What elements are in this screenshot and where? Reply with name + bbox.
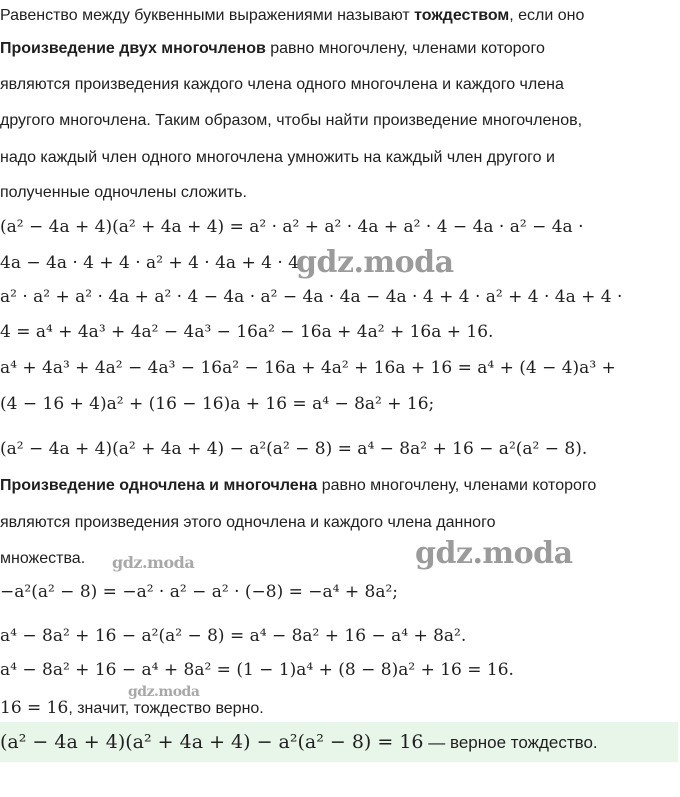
text-segment: , если оно	[509, 7, 585, 24]
math-line: (a² − 4a + 4)(a² + 4a + 4) − a²(a² − 8) = a⁴ − 8a² + 16 − a²(a² − 8).	[0, 439, 588, 459]
math-segment: 16 = 16	[0, 698, 69, 718]
text-line: полученные одночлены сложить.	[0, 184, 247, 201]
text-line: являются произведения этого одночлена и каждого члена данного	[0, 514, 496, 531]
watermark: gdz.moda	[415, 536, 573, 571]
math-line: −a²(a² − 8) = −a² · a² − a² · (−8) = −a⁴ + 8a²;	[0, 582, 399, 602]
math-line: a² · a² + a² · 4a + a² · 4 − 4a · a² − 4a · 4a − 4a · 4 + 4 · a² + 4 · 4a + 4 ·	[0, 287, 623, 307]
math-line: (4 − 16 + 4)a² + (16 − 16)a + 16 = a⁴ − 8a² + 16;	[0, 394, 435, 414]
text-line	[0, 477, 596, 495]
text-segment: равно многочлену, членами которого	[265, 40, 545, 57]
text-line	[0, 7, 584, 25]
math-line: (a² − 4a + 4)(a² + 4a + 4) = a² · a² + a² · 4a + a² · 4 − 4a · a² − 4a ·	[0, 217, 584, 237]
text-line	[0, 40, 545, 58]
text-line: надо каждый член одного многочлена умножить на каждый член другого и	[0, 149, 555, 166]
text-line: множества.	[0, 550, 86, 567]
text-line: другого многочлена. Таким образом, чтобы найти произведение многочленов,	[0, 112, 583, 129]
conclusion-line	[0, 731, 598, 753]
text-segment: — верное тождество.	[423, 733, 598, 752]
math-line: a⁴ + 4a³ + 4a² − 4a³ − 16a² − 16a + 4a² + 16a + 16 = a⁴ + (4 − 4)a³ +	[0, 358, 616, 378]
watermark: gdz.moda	[128, 684, 200, 700]
watermark: gdz.moda	[296, 245, 454, 280]
text-segment: , значит, тождество верно.	[68, 700, 264, 717]
math-line: a⁴ − 8a² + 16 − a²(a² − 8) = a⁴ − 8a² + 16 − a⁴ + 8a².	[0, 626, 467, 646]
text-segment: равно многочлену, членами которого	[317, 477, 597, 494]
term-bold: Произведение одночлена и многочлена	[0, 477, 318, 494]
watermark: gdz.moda	[112, 553, 195, 572]
text-line: являются произведения каждого члена одного многочлена и каждого члена	[0, 76, 564, 93]
math-line: a⁴ − 8a² + 16 − a⁴ + 8a² = (1 − 1)a⁴ + (8 − 8)a² + 16 = 16.	[0, 660, 514, 680]
math-line: 4 = a⁴ + 4a³ + 4a² − 4a³ − 16a² − 16a + 4a² + 16a + 16.	[0, 322, 494, 342]
text-segment: Равенство между буквенными выражениями называют	[0, 7, 415, 24]
text-line	[0, 698, 264, 718]
math-line: 4a − 4a · 4 + 4 · a² + 4 · 4a + 4 · 4	[0, 253, 299, 273]
math-segment: (a² − 4a + 4)(a² + 4a + 4) − a²(a² − 8) = 16	[0, 731, 424, 753]
term-bold: тождеством	[414, 7, 510, 24]
term-bold: Произведение двух многочленов	[0, 40, 266, 57]
